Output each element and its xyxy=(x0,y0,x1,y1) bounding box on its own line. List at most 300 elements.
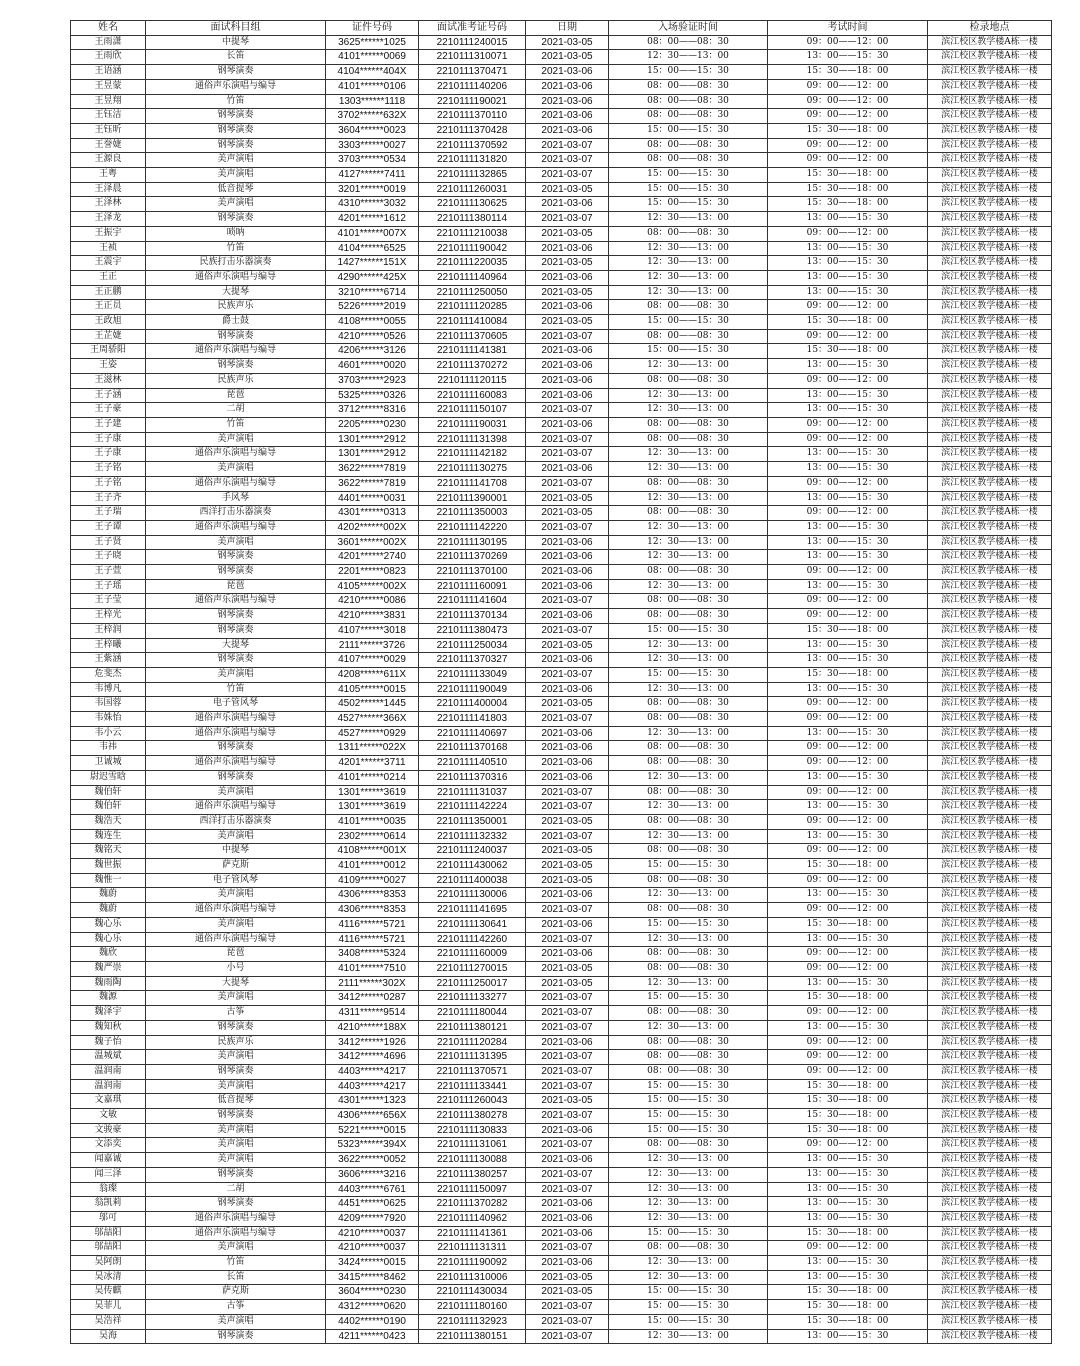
name-cell: 邬喆阳 xyxy=(71,1241,146,1256)
location-cell: 滨江校区教学楼A栋一楼 xyxy=(928,623,1052,638)
ticket-number-cell: 2210111240037 xyxy=(419,844,526,859)
subject-cell: 美声演唱 xyxy=(146,153,326,168)
ticket-number-cell: 2210111130625 xyxy=(419,197,526,212)
table-row xyxy=(71,682,1052,697)
table-row xyxy=(71,1123,1052,1138)
checkin-time-cell: 12：30——13：00 xyxy=(609,1211,768,1226)
ticket-number-cell: 2210111132865 xyxy=(419,168,526,183)
id-number-cell: 3415******8462 xyxy=(326,1270,419,1285)
location-cell: 滨江校区教学楼A栋一楼 xyxy=(928,1153,1052,1168)
subject-cell: 钢琴演奏 xyxy=(146,359,326,374)
table-row xyxy=(71,373,1052,388)
location-cell: 滨江校区教学楼A栋一楼 xyxy=(928,697,1052,712)
ticket-number-cell: 2210111130833 xyxy=(419,1123,526,1138)
ticket-number-cell: 2210111370110 xyxy=(419,109,526,124)
subject-cell: 西洋打击乐器演奏 xyxy=(146,506,326,521)
table-row xyxy=(71,873,1052,888)
exam-time-cell: 15：30——18：00 xyxy=(768,1226,928,1241)
date-cell: 2021-03-05 xyxy=(526,814,609,829)
location-cell: 滨江校区教学楼A栋一楼 xyxy=(928,976,1052,991)
ticket-number-cell: 2210111131061 xyxy=(419,1138,526,1153)
id-number-cell: 4601******0020 xyxy=(326,359,419,374)
name-cell: 魏泽宇 xyxy=(71,1006,146,1021)
table-row xyxy=(71,182,1052,197)
exam-schedule-table xyxy=(70,20,1052,1344)
exam-time-cell: 13：00——15：30 xyxy=(768,653,928,668)
table-row xyxy=(71,1035,1052,1050)
ticket-number-cell: 2210111120115 xyxy=(419,373,526,388)
location-cell: 滨江校区教学楼A栋一楼 xyxy=(928,609,1052,624)
name-cell: 王梓光 xyxy=(71,609,146,624)
location-cell: 滨江校区教学楼A栋一楼 xyxy=(928,1256,1052,1271)
id-number-cell: 3601******002X xyxy=(326,535,419,550)
id-number-cell: 3622******7819 xyxy=(326,462,419,477)
subject-cell: 通俗声乐演唱与编导 xyxy=(146,476,326,491)
table-row xyxy=(71,1020,1052,1035)
checkin-time-cell: 08：00——08：30 xyxy=(609,756,768,771)
checkin-time-cell: 15：00——15：30 xyxy=(609,1226,768,1241)
id-number-cell: 4403******6761 xyxy=(326,1182,419,1197)
location-cell: 滨江校区教学楼A栋一楼 xyxy=(928,667,1052,682)
name-cell: 韦博凡 xyxy=(71,682,146,697)
ticket-number-cell: 2210111141361 xyxy=(419,1226,526,1241)
date-cell: 2021-03-06 xyxy=(526,550,609,565)
name-cell: 吴阿朗 xyxy=(71,1256,146,1271)
ticket-number-cell: 2210111310071 xyxy=(419,50,526,65)
checkin-time-cell: 12：30——13：00 xyxy=(609,770,768,785)
id-number-cell: 4310******3032 xyxy=(326,197,419,212)
date-cell: 2021-03-07 xyxy=(526,829,609,844)
exam-time-cell: 13：00——15：30 xyxy=(768,1329,928,1344)
ticket-number-cell: 2210111142182 xyxy=(419,447,526,462)
exam-time-cell: 13：00——15：30 xyxy=(768,520,928,535)
id-number-cell: 3210******6714 xyxy=(326,285,419,300)
location-cell: 滨江校区教学楼A栋一楼 xyxy=(928,550,1052,565)
exam-time-cell: 15：30——18：00 xyxy=(768,197,928,212)
table-row xyxy=(71,491,1052,506)
exam-time-cell: 09：00——12：00 xyxy=(768,153,928,168)
ticket-number-cell: 2210111400004 xyxy=(419,697,526,712)
date-cell: 2021-03-06 xyxy=(526,565,609,580)
id-number-cell: 4104******6525 xyxy=(326,241,419,256)
table-row xyxy=(71,241,1052,256)
ticket-number-cell: 2210111131311 xyxy=(419,1241,526,1256)
id-number-cell: 5323******394X xyxy=(326,1138,419,1153)
table-row xyxy=(71,359,1052,374)
id-number-cell: 4108******0055 xyxy=(326,315,419,330)
checkin-time-cell: 08：00——08：30 xyxy=(609,903,768,918)
date-cell: 2021-03-06 xyxy=(526,462,609,477)
subject-cell: 通俗声乐演唱与编导 xyxy=(146,932,326,947)
id-number-cell: 4101******0214 xyxy=(326,770,419,785)
exam-time-cell: 13：00——15：30 xyxy=(768,491,928,506)
exam-time-cell: 13：00——15：30 xyxy=(768,550,928,565)
table-row xyxy=(71,1256,1052,1271)
id-number-cell: 3702******632X xyxy=(326,109,419,124)
exam-time-cell: 09：00——12：00 xyxy=(768,417,928,432)
table-row xyxy=(71,65,1052,80)
checkin-time-cell: 12：30——13：00 xyxy=(609,800,768,815)
ticket-number-cell: 2210111130006 xyxy=(419,888,526,903)
date-cell: 2021-03-07 xyxy=(526,1006,609,1021)
subject-cell: 低音提琴 xyxy=(146,1094,326,1109)
subject-cell: 通俗声乐演唱与编导 xyxy=(146,726,326,741)
id-number-cell: 3622******7819 xyxy=(326,476,419,491)
location-cell: 滨江校区教学楼A栋一楼 xyxy=(928,1006,1052,1021)
checkin-time-cell: 12：30——13：00 xyxy=(609,241,768,256)
id-number-cell: 4451******0625 xyxy=(326,1197,419,1212)
exam-time-cell: 09：00——12：00 xyxy=(768,903,928,918)
location-cell: 滨江校区教学楼A栋一楼 xyxy=(928,241,1052,256)
subject-cell: 通俗声乐演唱与编导 xyxy=(146,447,326,462)
subject-cell: 美声演唱 xyxy=(146,785,326,800)
name-cell: 文添奕 xyxy=(71,1138,146,1153)
location-cell: 滨江校区教学楼A栋一楼 xyxy=(928,1020,1052,1035)
location-cell: 滨江校区教学楼A栋一楼 xyxy=(928,800,1052,815)
subject-cell: 美声演唱 xyxy=(146,667,326,682)
ticket-number-cell: 2210111130195 xyxy=(419,535,526,550)
exam-time-cell: 15：30——18：00 xyxy=(768,1123,928,1138)
ticket-number-cell: 2210111370272 xyxy=(419,359,526,374)
table-row xyxy=(71,535,1052,550)
date-cell: 2021-03-05 xyxy=(526,638,609,653)
subject-cell: 钢琴演奏 xyxy=(146,550,326,565)
id-number-cell: 4108******001X xyxy=(326,844,419,859)
location-cell: 滨江校区教学楼A栋一楼 xyxy=(928,859,1052,874)
subject-cell: 琵琶 xyxy=(146,579,326,594)
location-cell: 滨江校区教学楼A栋一楼 xyxy=(928,579,1052,594)
name-cell: 文嘉琪 xyxy=(71,1094,146,1109)
ticket-number-cell: 2210111250017 xyxy=(419,976,526,991)
table-row xyxy=(71,212,1052,227)
table-row xyxy=(71,462,1052,477)
table-row xyxy=(71,403,1052,418)
exam-time-cell: 09：00——12：00 xyxy=(768,609,928,624)
id-number-cell: 4101******007X xyxy=(326,226,419,241)
ticket-number-cell: 2210111120284 xyxy=(419,1035,526,1050)
exam-time-cell: 15：30——18：00 xyxy=(768,315,928,330)
location-cell: 滨江校区教学楼A栋一楼 xyxy=(928,1050,1052,1065)
ticket-number-cell: 2210111380151 xyxy=(419,1329,526,1344)
exam-time-cell: 09：00——12：00 xyxy=(768,1006,928,1021)
subject-cell: 西洋打击乐器演奏 xyxy=(146,814,326,829)
table-row xyxy=(71,579,1052,594)
table-row xyxy=(71,476,1052,491)
ticket-number-cell: 2210111142224 xyxy=(419,800,526,815)
location-cell: 滨江校区教学楼A栋一楼 xyxy=(928,50,1052,65)
exam-time-cell: 15：30——18：00 xyxy=(768,65,928,80)
exam-time-cell: 13：00——15：30 xyxy=(768,388,928,403)
ticket-number-cell: 2210111140510 xyxy=(419,756,526,771)
checkin-time-cell: 08：00——08：30 xyxy=(609,844,768,859)
location-cell: 滨江校区教学楼A栋一楼 xyxy=(928,712,1052,727)
location-cell: 滨江校区教学楼A栋一楼 xyxy=(928,947,1052,962)
subject-cell: 钢琴演奏 xyxy=(146,741,326,756)
date-cell: 2021-03-06 xyxy=(526,579,609,594)
date-cell: 2021-03-05 xyxy=(526,697,609,712)
table-row xyxy=(71,697,1052,712)
date-cell: 2021-03-06 xyxy=(526,682,609,697)
name-cell: 韦祎 xyxy=(71,741,146,756)
location-cell: 滨江校区教学楼A栋一楼 xyxy=(928,403,1052,418)
id-number-cell: 5221******0015 xyxy=(326,1123,419,1138)
checkin-time-cell: 12：30——13：00 xyxy=(609,1256,768,1271)
date-cell: 2021-03-07 xyxy=(526,1079,609,1094)
table-row xyxy=(71,888,1052,903)
name-cell: 翁凯莉 xyxy=(71,1197,146,1212)
table-row xyxy=(71,35,1052,50)
table-row xyxy=(71,300,1052,315)
name-cell: 王周骄阳 xyxy=(71,344,146,359)
exam-time-cell: 13：00——15：30 xyxy=(768,726,928,741)
subject-cell: 钢琴演奏 xyxy=(146,138,326,153)
ticket-number-cell: 2210111142260 xyxy=(419,932,526,947)
name-cell: 王雨潇 xyxy=(71,35,146,50)
location-cell: 滨江校区教学楼A栋一楼 xyxy=(928,1285,1052,1300)
table-row xyxy=(71,947,1052,962)
id-number-cell: 4306******656X xyxy=(326,1109,419,1124)
date-cell: 2021-03-05 xyxy=(526,491,609,506)
table-body xyxy=(71,35,1052,1344)
date-cell: 2021-03-06 xyxy=(526,1035,609,1050)
location-cell: 滨江校区教学楼A栋一楼 xyxy=(928,1314,1052,1329)
location-cell: 滨江校区教学楼A栋一楼 xyxy=(928,1241,1052,1256)
ticket-number-cell: 2210111140206 xyxy=(419,79,526,94)
name-cell: 王梓曦 xyxy=(71,638,146,653)
location-cell: 滨江校区教学楼A栋一楼 xyxy=(928,388,1052,403)
checkin-time-cell: 15：00——15：30 xyxy=(609,1123,768,1138)
name-cell: 王梓润 xyxy=(71,623,146,638)
date-cell: 2021-03-05 xyxy=(526,35,609,50)
subject-cell: 钢琴演奏 xyxy=(146,329,326,344)
name-cell: 文敏 xyxy=(71,1109,146,1124)
location-cell: 滨江校区教学楼A栋一楼 xyxy=(928,962,1052,977)
name-cell: 魏蔚 xyxy=(71,888,146,903)
ticket-number-cell: 2210111370428 xyxy=(419,123,526,138)
name-cell: 尉迟雪晗 xyxy=(71,770,146,785)
name-cell: 王子建 xyxy=(71,417,146,432)
checkin-time-cell: 15：00——15：30 xyxy=(609,667,768,682)
checkin-time-cell: 15：00——15：30 xyxy=(609,315,768,330)
id-number-cell: 3606******3216 xyxy=(326,1167,419,1182)
location-cell: 滨江校区教学楼A栋一楼 xyxy=(928,1138,1052,1153)
table-row xyxy=(71,1109,1052,1124)
subject-cell: 钢琴演奏 xyxy=(146,609,326,624)
checkin-time-cell: 15：00——15：30 xyxy=(609,859,768,874)
date-cell: 2021-03-06 xyxy=(526,1211,609,1226)
ticket-number-cell: 2210111141803 xyxy=(419,712,526,727)
checkin-time-cell: 15：00——15：30 xyxy=(609,1094,768,1109)
id-number-cell: 4101******0035 xyxy=(326,814,419,829)
table-row xyxy=(71,1211,1052,1226)
subject-cell: 钢琴演奏 xyxy=(146,565,326,580)
exam-time-cell: 09：00——12：00 xyxy=(768,1050,928,1065)
subject-cell: 手风琴 xyxy=(146,491,326,506)
id-number-cell: 4101******0106 xyxy=(326,79,419,94)
ticket-number-cell: 2210111150097 xyxy=(419,1182,526,1197)
ticket-number-cell: 2210111250034 xyxy=(419,638,526,653)
name-cell: 王政旭 xyxy=(71,315,146,330)
date-cell: 2021-03-06 xyxy=(526,1226,609,1241)
checkin-time-cell: 12：30——13：00 xyxy=(609,1153,768,1168)
ticket-number-cell: 2210111370282 xyxy=(419,1197,526,1212)
checkin-time-cell: 15：00——15：30 xyxy=(609,1285,768,1300)
table-row xyxy=(71,50,1052,65)
col-header-checkin-time: 入场验证时间 xyxy=(609,21,768,36)
subject-cell: 爵士鼓 xyxy=(146,315,326,330)
subject-cell: 钢琴演奏 xyxy=(146,212,326,227)
table-row xyxy=(71,256,1052,271)
location-cell: 滨江校区教学楼A栋一楼 xyxy=(928,520,1052,535)
table-row xyxy=(71,79,1052,94)
table-row xyxy=(71,785,1052,800)
name-cell: 王震宇 xyxy=(71,256,146,271)
subject-cell: 美声演唱 xyxy=(146,1079,326,1094)
id-number-cell: 4107******0029 xyxy=(326,653,419,668)
name-cell: 温润南 xyxy=(71,1064,146,1079)
exam-time-cell: 13：00——15：30 xyxy=(768,256,928,271)
name-cell: 吴传麒 xyxy=(71,1285,146,1300)
table-row xyxy=(71,800,1052,815)
exam-time-cell: 13：00——15：30 xyxy=(768,1167,928,1182)
id-number-cell: 4201******1612 xyxy=(326,212,419,227)
checkin-time-cell: 08：00——08：30 xyxy=(609,1138,768,1153)
checkin-time-cell: 12：30——13：00 xyxy=(609,1167,768,1182)
subject-cell: 钢琴演奏 xyxy=(146,1167,326,1182)
date-cell: 2021-03-05 xyxy=(526,506,609,521)
ticket-number-cell: 2210111130088 xyxy=(419,1153,526,1168)
subject-cell: 美声演唱 xyxy=(146,168,326,183)
ticket-number-cell: 2210111370269 xyxy=(419,550,526,565)
subject-cell: 通俗声乐演唱与编导 xyxy=(146,594,326,609)
id-number-cell: 3412******1926 xyxy=(326,1035,419,1050)
name-cell: 卫诚城 xyxy=(71,756,146,771)
location-cell: 滨江校区教学楼A栋一楼 xyxy=(928,491,1052,506)
table-row xyxy=(71,1241,1052,1256)
id-number-cell: 4306******8353 xyxy=(326,903,419,918)
exam-time-cell: 13：00——15：30 xyxy=(768,829,928,844)
ticket-number-cell: 2210111380257 xyxy=(419,1167,526,1182)
checkin-time-cell: 08：00——08：30 xyxy=(609,138,768,153)
table-row xyxy=(71,814,1052,829)
location-cell: 滨江校区教学楼A栋一楼 xyxy=(928,829,1052,844)
checkin-time-cell: 12：30——13：00 xyxy=(609,653,768,668)
name-cell: 王源良 xyxy=(71,153,146,168)
date-cell: 2021-03-07 xyxy=(526,1064,609,1079)
ticket-number-cell: 2210111380121 xyxy=(419,1020,526,1035)
name-cell: 温城斌 xyxy=(71,1050,146,1065)
id-number-cell: 4101******7510 xyxy=(326,962,419,977)
ticket-number-cell: 2210111260031 xyxy=(419,182,526,197)
date-cell: 2021-03-07 xyxy=(526,1300,609,1315)
ticket-number-cell: 2210111430062 xyxy=(419,859,526,874)
checkin-time-cell: 12：30——13：00 xyxy=(609,359,768,374)
table-row xyxy=(71,903,1052,918)
subject-cell: 竹笛 xyxy=(146,241,326,256)
subject-cell: 钢琴演奏 xyxy=(146,623,326,638)
subject-cell: 通俗声乐演唱与编导 xyxy=(146,903,326,918)
date-cell: 2021-03-06 xyxy=(526,726,609,741)
ticket-number-cell: 2210111160083 xyxy=(419,388,526,403)
exam-time-cell: 13：00——15：30 xyxy=(768,270,928,285)
name-cell: 魏子怡 xyxy=(71,1035,146,1050)
id-number-cell: 4402******0190 xyxy=(326,1314,419,1329)
subject-cell: 竹笛 xyxy=(146,417,326,432)
checkin-time-cell: 12：30——13：00 xyxy=(609,550,768,565)
location-cell: 滨江校区教学楼A栋一楼 xyxy=(928,1329,1052,1344)
location-cell: 滨江校区教学楼A栋一楼 xyxy=(928,903,1052,918)
name-cell: 王子铭 xyxy=(71,462,146,477)
exam-time-cell: 13：00——15：30 xyxy=(768,638,928,653)
location-cell: 滨江校区教学楼A栋一楼 xyxy=(928,35,1052,50)
exam-time-cell: 13：00——15：30 xyxy=(768,976,928,991)
subject-cell: 唢呐 xyxy=(146,226,326,241)
name-cell: 闻三泽 xyxy=(71,1167,146,1182)
location-cell: 滨江校区教学楼A栋一楼 xyxy=(928,109,1052,124)
name-cell: 韦姝怡 xyxy=(71,712,146,727)
id-number-cell: 1303******1118 xyxy=(326,94,419,109)
id-number-cell: 4206******3126 xyxy=(326,344,419,359)
subject-cell: 长笛 xyxy=(146,50,326,65)
name-cell: 翁璨 xyxy=(71,1182,146,1197)
checkin-time-cell: 15：00——15：30 xyxy=(609,123,768,138)
exam-time-cell: 15：30——18：00 xyxy=(768,991,928,1006)
name-cell: 王紫涵 xyxy=(71,653,146,668)
checkin-time-cell: 08：00——08：30 xyxy=(609,697,768,712)
name-cell: 王正员 xyxy=(71,300,146,315)
location-cell: 滨江校区教学楼A栋一楼 xyxy=(928,329,1052,344)
subject-cell: 通俗声乐演唱与编导 xyxy=(146,270,326,285)
name-cell: 魏心乐 xyxy=(71,932,146,947)
table-row xyxy=(71,270,1052,285)
name-cell: 王语涵 xyxy=(71,65,146,80)
date-cell: 2021-03-06 xyxy=(526,653,609,668)
exam-time-cell: 13：00——15：30 xyxy=(768,447,928,462)
name-cell: 危斐杰 xyxy=(71,667,146,682)
location-cell: 滨江校区教学楼A栋一楼 xyxy=(928,373,1052,388)
location-cell: 滨江校区教学楼A栋一楼 xyxy=(928,1226,1052,1241)
date-cell: 2021-03-07 xyxy=(526,667,609,682)
date-cell: 2021-03-06 xyxy=(526,79,609,94)
name-cell: 吴冰清 xyxy=(71,1270,146,1285)
ticket-number-cell: 2210111131037 xyxy=(419,785,526,800)
date-cell: 2021-03-06 xyxy=(526,123,609,138)
date-cell: 2021-03-05 xyxy=(526,844,609,859)
ticket-number-cell: 2210111131398 xyxy=(419,432,526,447)
subject-cell: 长笛 xyxy=(146,1270,326,1285)
subject-cell: 美声演唱 xyxy=(146,1050,326,1065)
name-cell: 王祯 xyxy=(71,241,146,256)
ticket-number-cell: 2210111180160 xyxy=(419,1300,526,1315)
table-row xyxy=(71,859,1052,874)
checkin-time-cell: 15：00——15：30 xyxy=(609,1079,768,1094)
name-cell: 魏严崇 xyxy=(71,962,146,977)
name-cell: 王子康 xyxy=(71,447,146,462)
name-cell: 吴海 xyxy=(71,1329,146,1344)
location-cell: 滨江校区教学楼A栋一楼 xyxy=(928,432,1052,447)
date-cell: 2021-03-05 xyxy=(526,226,609,241)
subject-cell: 钢琴演奏 xyxy=(146,1329,326,1344)
location-cell: 滨江校区教学楼A栋一楼 xyxy=(928,741,1052,756)
location-cell: 滨江校区教学楼A栋一楼 xyxy=(928,138,1052,153)
location-cell: 滨江校区教学楼A栋一楼 xyxy=(928,506,1052,521)
name-cell: 王子涵 xyxy=(71,388,146,403)
checkin-time-cell: 15：00——15：30 xyxy=(609,1300,768,1315)
exam-time-cell: 09：00——12：00 xyxy=(768,329,928,344)
date-cell: 2021-03-06 xyxy=(526,197,609,212)
ticket-number-cell: 2210111430034 xyxy=(419,1285,526,1300)
table-row xyxy=(71,1050,1052,1065)
